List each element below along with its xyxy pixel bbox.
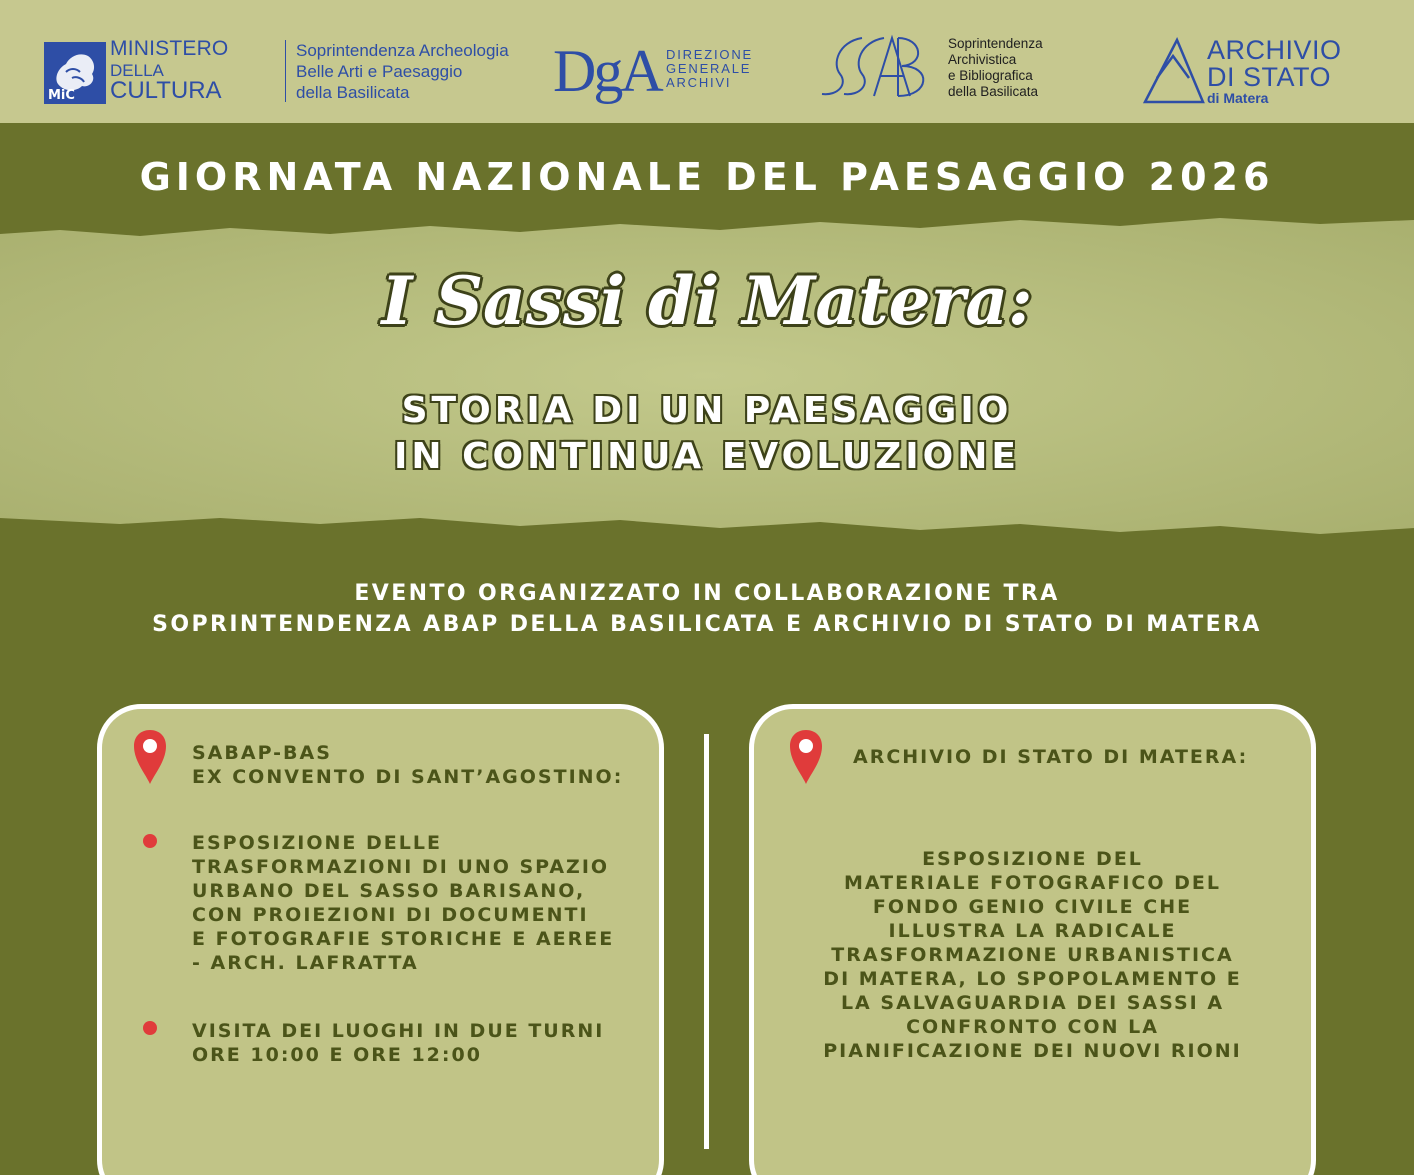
subtitle-line: STORIA DI UN PAESAGGIO <box>401 390 1013 431</box>
bullet-dot <box>143 1021 157 1035</box>
sab-text-line: e Bibliografica <box>948 68 1033 83</box>
mic-logo <box>44 37 509 106</box>
item-line: ESPOSIZIONE DELLE <box>192 832 442 854</box>
venue-line: SABAP-BAS <box>192 742 332 764</box>
mic-name <box>110 37 286 104</box>
venue-card-sabap <box>97 704 664 1175</box>
dga-text-line: GENERALE <box>666 61 752 76</box>
bullet-dot <box>143 834 157 848</box>
collaboration-line: EVENTO ORGANIZZATO IN COLLABORAZIONE TRA <box>354 581 1060 606</box>
logo-bar <box>0 0 1414 123</box>
dga-text-line: DIREZIONE <box>666 47 753 62</box>
location-pin-icon <box>789 729 823 785</box>
exhibition-description <box>774 847 1291 1063</box>
sab-logo <box>818 34 1078 104</box>
list-item-exhibition <box>192 831 614 975</box>
mic-badge <box>44 42 106 104</box>
sab-text-line: Archivistica <box>948 52 1017 67</box>
mic-name-line: CULTURA <box>110 77 222 104</box>
mic-subtitle-line: della Basilicata <box>296 83 410 102</box>
mic-subtitle-line: Soprintendenza Archeologia <box>296 41 509 60</box>
description-line: DI MATERA, LO SPOPOLAMENTO E <box>823 968 1242 990</box>
description-line: FONDO GENIO CIVILE CHE <box>872 896 1193 918</box>
description-line: PIANIFICAZIONE DEI NUOVI RIONI <box>823 1040 1242 1062</box>
ads-city: di Matera <box>1207 90 1269 106</box>
item-line: CON PROIEZIONI DI DOCUMENTI <box>192 904 589 926</box>
ads-logo <box>1143 36 1373 108</box>
ads-monogram-icon <box>1143 36 1207 106</box>
sab-text-line: della Basilicata <box>948 84 1039 99</box>
item-line: E FOTOGRAFIE STORICHE E AEREE <box>192 928 615 950</box>
description-line: LA SALVAGUARDIA DEI SASSI A <box>840 992 1225 1014</box>
ads-name-line: ARCHIVIO <box>1207 35 1342 65</box>
venue-name <box>192 741 623 789</box>
sab-monogram-icon <box>818 34 942 100</box>
dga-mark: DgA <box>553 38 661 104</box>
mic-badge-label: MiC <box>48 88 75 103</box>
location-pin-icon <box>133 729 167 785</box>
description-line: TRASFORMAZIONE URBANISTICA <box>831 944 1234 966</box>
item-line: - ARCH. LAFRATTA <box>192 952 419 974</box>
mic-subtitle <box>296 40 556 103</box>
vertical-divider <box>704 734 709 1149</box>
venue-name: ARCHIVIO DI STATO DI MATERA: <box>853 746 1249 768</box>
script-title: I Sassi di Matera: <box>381 262 1033 340</box>
event-title: GIORNATA NAZIONALE DEL PAESAGGIO 2026 <box>139 155 1275 199</box>
description-line: MATERIALE FOTOGRAFICO DEL <box>844 872 1221 894</box>
dga-logo <box>553 38 773 108</box>
list-item-visit <box>192 1019 604 1067</box>
item-line: VISITA DEI LUOGHI IN DUE TURNI <box>192 1020 605 1042</box>
dga-text <box>666 48 753 90</box>
mic-name-line: DELLA <box>110 61 164 80</box>
subtitle-line: IN CONTINUA EVOLUZIONE <box>394 436 1020 477</box>
description-line: ILLUSTRA LA RADICALE <box>888 920 1177 942</box>
collaboration-line: SOPRINTENDENZA ABAP DELLA BASILICATA E ARCHIVIO DI STATO DI MATERA <box>152 612 1262 637</box>
item-line: URBANO DEL SASSO BARISANO, <box>192 880 586 902</box>
sab-text <box>948 36 1043 100</box>
item-line: TRASFORMAZIONI DI UNO SPAZIO <box>192 856 610 878</box>
venue-line: EX CONVENTO DI SANT’AGOSTINO: <box>192 766 624 788</box>
ads-name-line: DI STATO <box>1207 62 1332 92</box>
sab-text-line: Soprintendenza <box>948 36 1043 51</box>
item-line: ORE 10:00 E ORE 12:00 <box>192 1044 482 1066</box>
dga-text-line: ARCHIVI <box>666 75 732 90</box>
mic-subtitle-line: Belle Arti e Paesaggio <box>296 62 463 81</box>
description-line: ESPOSIZIONE DEL <box>922 848 1143 870</box>
venue-card-archivio <box>749 704 1316 1175</box>
description-line: CONFRONTO CON LA <box>906 1016 1159 1038</box>
mic-name-line: MINISTERO <box>110 37 229 60</box>
